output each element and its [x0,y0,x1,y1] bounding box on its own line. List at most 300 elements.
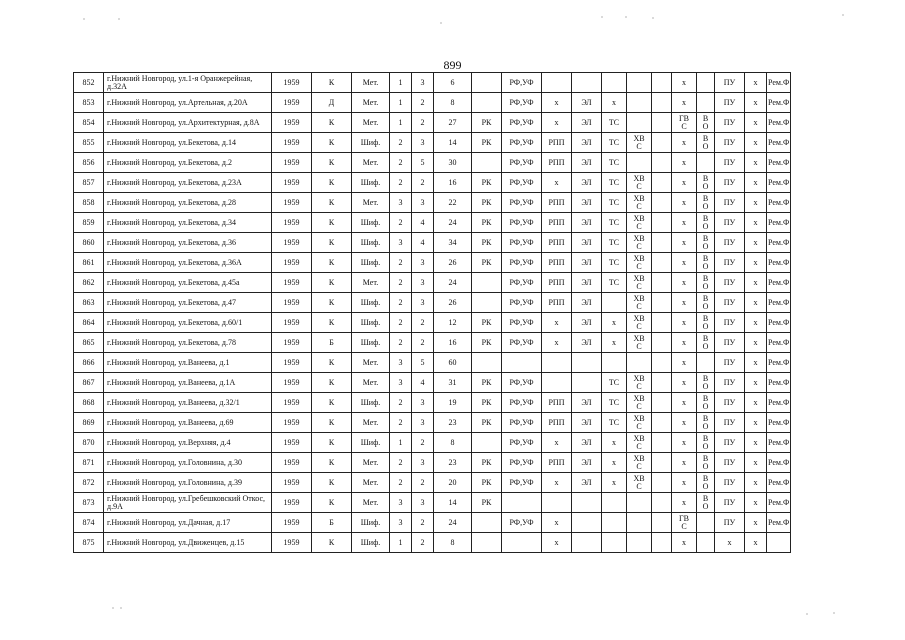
cell-roof-material: Шиф. [352,533,390,553]
cell-rf-uf: РФ,УФ [502,113,542,133]
cell-year: 1959 [272,453,312,473]
cell-apartments: 26 [434,293,472,313]
cell-x-col: х [745,473,767,493]
cell-repair-fund: Рем.Ф [767,233,791,253]
cell-sewerage: В О [697,253,715,273]
cell-wall-material-class: К [312,233,352,253]
cell-apartments: 24 [434,273,472,293]
cell-cold-water: ХВ С [627,473,652,493]
cell-repair-fund: Рем.Ф [767,73,791,93]
cell-apartments: 8 [434,93,472,113]
table-row [74,533,791,553]
cell-sewerage: В О [697,473,715,493]
cell-cold-water: ХВ С [627,173,652,193]
cell-roof-material: Шиф. [352,313,390,333]
cell-row-number: 865 [74,333,104,353]
cell-roof-material: Шиф. [352,233,390,253]
cell-apartments: 23 [434,453,472,473]
cell-rf-uf: РФ,УФ [502,133,542,153]
cell-roof-material: Мет. [352,353,390,373]
cell-empty-col [652,513,672,533]
cell-floors: 1 [390,93,412,113]
cell-floors: 2 [390,393,412,413]
cell-repair-fund: Рем.Ф [767,513,791,533]
cell-rk-flag: РК [472,133,502,153]
cell-rf-uf: РФ,УФ [502,93,542,113]
cell-wall-material-class: К [312,373,352,393]
cell-address: г.Нижний Новгород, ул.Движенцев, д.15 [104,533,272,553]
cell-heating [602,353,627,373]
cell-rf-uf: РФ,УФ [502,513,542,533]
cell-sewerage: В О [697,233,715,253]
cell-rpp: РПП [542,153,572,173]
cell-heating: х [602,333,627,353]
cell-rpp: РПП [542,233,572,253]
cell-x-col: х [745,113,767,133]
cell-apartments: 27 [434,113,472,133]
cell-heating: ТС [602,413,627,433]
cell-year: 1959 [272,413,312,433]
cell-row-number: 875 [74,533,104,553]
cell-address: г.Нижний Новгород, ул.Бекетова, д.23А [104,173,272,193]
cell-heating: х [602,313,627,333]
cell-sewerage: В О [697,193,715,213]
cell-pu: ПУ [715,313,745,333]
cell-wall-material-class: Б [312,333,352,353]
cell-roof-material: Шиф. [352,433,390,453]
cell-heating: ТС [602,233,627,253]
cell-electricity: ЭЛ [572,413,602,433]
cell-floors: 1 [390,73,412,93]
cell-pu: ПУ [715,93,745,113]
cell-rk-flag [472,513,502,533]
cell-x-col: х [745,493,767,513]
cell-rf-uf: РФ,УФ [502,253,542,273]
cell-empty-col [652,473,672,493]
page-number: 899 [443,58,462,72]
cell-row-number: 854 [74,113,104,133]
cell-year: 1959 [272,173,312,193]
cell-roof-material: Мет. [352,273,390,293]
cell-cold-water [627,493,652,513]
cell-electricity: ЭЛ [572,173,602,193]
cell-repair-fund: Рем.Ф [767,113,791,133]
cell-row-number: 861 [74,253,104,273]
cell-address: г.Нижний Новгород, ул.Головнина, д.39 [104,473,272,493]
cell-roof-material: Мет. [352,193,390,213]
cell-rf-uf: РФ,УФ [502,473,542,493]
cell-heating: ТС [602,393,627,413]
cell-cold-water: ХВ С [627,133,652,153]
cell-cold-water [627,153,652,173]
cell-cold-water [627,93,652,113]
cell-year: 1959 [272,253,312,273]
cell-apartments: 20 [434,473,472,493]
cell-address: г.Нижний Новгород, ул.Дачная, д.17 [104,513,272,533]
cell-roof-material: Мет. [352,493,390,513]
cell-cold-water [627,73,652,93]
cell-address: г.Нижний Новгород, ул.Ванеева, д.32/1 [104,393,272,413]
cell-empty-col [652,93,672,113]
cell-cold-water: ХВ С [627,193,652,213]
cell-wall-material-class: К [312,73,352,93]
cell-apartments: 14 [434,493,472,513]
cell-year: 1959 [272,133,312,153]
cell-rf-uf: РФ,УФ [502,413,542,433]
cell-empty-col [652,413,672,433]
cell-electricity: ЭЛ [572,313,602,333]
cell-x-col: х [745,413,767,433]
cell-apartments: 24 [434,213,472,233]
cell-hot-water: х [672,433,697,453]
cell-sewerage: В О [697,293,715,313]
cell-rf-uf: РФ,УФ [502,213,542,233]
cell-year: 1959 [272,293,312,313]
cell-rpp: РПП [542,213,572,233]
table-row [74,153,791,173]
cell-floors: 1 [390,533,412,553]
cell-floors: 2 [390,173,412,193]
cell-rk-flag: РК [472,473,502,493]
cell-electricity: ЭЛ [572,213,602,233]
cell-rpp: РПП [542,133,572,153]
cell-x-col: х [745,533,767,553]
cell-repair-fund: Рем.Ф [767,313,791,333]
cell-wall-material-class: Д [312,93,352,113]
cell-year: 1959 [272,153,312,173]
cell-electricity: ЭЛ [572,433,602,453]
cell-sewerage: В О [697,213,715,233]
cell-cold-water: ХВ С [627,413,652,433]
cell-apartments: 26 [434,253,472,273]
cell-address: г.Нижний Новгород, ул.Бекетова, д.36 [104,233,272,253]
cell-repair-fund: Рем.Ф [767,333,791,353]
cell-cold-water: ХВ С [627,253,652,273]
cell-wall-material-class: К [312,153,352,173]
table-row [74,313,791,333]
cell-rk-flag: РК [472,193,502,213]
cell-cold-water: ХВ С [627,373,652,393]
cell-entrances: 2 [412,473,434,493]
cell-year: 1959 [272,393,312,413]
cell-hot-water: х [672,353,697,373]
cell-x-col: х [745,133,767,153]
cell-rk-flag: РК [472,113,502,133]
cell-entrances: 3 [412,193,434,213]
cell-entrances: 4 [412,213,434,233]
cell-cold-water: ХВ С [627,433,652,453]
cell-pu: ПУ [715,73,745,93]
table-row [74,413,791,433]
cell-empty-col [652,213,672,233]
cell-hot-water: х [672,313,697,333]
cell-electricity: ЭЛ [572,113,602,133]
cell-row-number: 867 [74,373,104,393]
cell-floors: 2 [390,253,412,273]
cell-entrances: 5 [412,353,434,373]
cell-wall-material-class: К [312,213,352,233]
cell-address: г.Нижний Новгород, ул.Ванеева, д.1 [104,353,272,373]
cell-row-number: 872 [74,473,104,493]
cell-repair-fund: Рем.Ф [767,373,791,393]
cell-x-col: х [745,393,767,413]
cell-cold-water: ХВ С [627,453,652,473]
cell-row-number: 852 [74,73,104,93]
cell-rpp: х [542,513,572,533]
cell-roof-material: Шиф. [352,213,390,233]
cell-pu: ПУ [715,253,745,273]
cell-address: г.Нижний Новгород, ул.Бекетова, д.78 [104,333,272,353]
cell-pu: ПУ [715,293,745,313]
cell-roof-material: Шиф. [352,333,390,353]
cell-roof-material: Шиф. [352,513,390,533]
table-row [74,473,791,493]
cell-repair-fund: Рем.Ф [767,413,791,433]
cell-pu: ПУ [715,193,745,213]
cell-pu: ПУ [715,173,745,193]
cell-empty-col [652,253,672,273]
cell-address: г.Нижний Новгород, ул.Бекетова, д.34 [104,213,272,233]
cell-empty-col [652,193,672,213]
cell-cold-water: ХВ С [627,293,652,313]
cell-sewerage [697,533,715,553]
cell-rf-uf [502,533,542,553]
cell-apartments: 12 [434,313,472,333]
cell-repair-fund: Рем.Ф [767,433,791,453]
cell-hot-water: х [672,273,697,293]
cell-pu: ПУ [715,113,745,133]
cell-cold-water [627,353,652,373]
cell-entrances: 2 [412,173,434,193]
cell-year: 1959 [272,193,312,213]
cell-apartments: 8 [434,433,472,453]
cell-roof-material: Шиф. [352,253,390,273]
table-row [74,93,791,113]
cell-year: 1959 [272,233,312,253]
cell-x-col: х [745,193,767,213]
cell-apartments: 60 [434,353,472,373]
cell-repair-fund: Рем.Ф [767,493,791,513]
cell-row-number: 859 [74,213,104,233]
cell-empty-col [652,493,672,513]
cell-hot-water: х [672,333,697,353]
cell-rpp: РПП [542,273,572,293]
cell-pu: ПУ [715,273,745,293]
cell-row-number: 864 [74,313,104,333]
cell-rf-uf: РФ,УФ [502,373,542,393]
cell-floors: 3 [390,373,412,393]
cell-rf-uf: РФ,УФ [502,73,542,93]
cell-row-number: 857 [74,173,104,193]
cell-address: г.Нижний Новгород, ул.Головнина, д.30 [104,453,272,473]
cell-rk-flag [472,353,502,373]
cell-electricity: ЭЛ [572,333,602,353]
cell-rk-flag [472,153,502,173]
cell-rf-uf [502,493,542,513]
cell-repair-fund [767,533,791,553]
cell-floors: 2 [390,333,412,353]
cell-empty-col [652,333,672,353]
cell-floors: 2 [390,313,412,333]
cell-row-number: 860 [74,233,104,253]
cell-x-col: х [745,273,767,293]
cell-entrances: 3 [412,493,434,513]
cell-rk-flag: РК [472,233,502,253]
cell-year: 1959 [272,213,312,233]
cell-sewerage: В О [697,173,715,193]
cell-heating: х [602,93,627,113]
cell-rpp [542,493,572,513]
cell-row-number: 858 [74,193,104,213]
cell-rf-uf: РФ,УФ [502,193,542,213]
cell-floors: 3 [390,493,412,513]
cell-heating: х [602,473,627,493]
cell-repair-fund: Рем.Ф [767,93,791,113]
cell-electricity [572,513,602,533]
cell-x-col: х [745,353,767,373]
cell-heating: ТС [602,153,627,173]
cell-address: г.Нижний Новгород, ул.Архитектурная, д.8А [104,113,272,133]
cell-sewerage: В О [697,133,715,153]
cell-rf-uf [502,353,542,373]
cell-entrances: 2 [412,533,434,553]
cell-x-col: х [745,453,767,473]
cell-rf-uf: РФ,УФ [502,453,542,473]
cell-sewerage: В О [697,373,715,393]
cell-rpp: х [542,313,572,333]
cell-row-number: 853 [74,93,104,113]
cell-repair-fund: Рем.Ф [767,193,791,213]
table-row [74,373,791,393]
cell-heating: ТС [602,213,627,233]
cell-empty-col [652,273,672,293]
table-row [74,273,791,293]
cell-rk-flag [472,73,502,93]
cell-wall-material-class: К [312,253,352,273]
cell-wall-material-class: К [312,413,352,433]
cell-heating: ТС [602,273,627,293]
cell-electricity [572,353,602,373]
cell-repair-fund: Рем.Ф [767,473,791,493]
cell-floors: 2 [390,153,412,173]
cell-electricity [572,373,602,393]
cell-apartments: 30 [434,153,472,173]
cell-floors: 1 [390,433,412,453]
cell-x-col: х [745,233,767,253]
cell-rpp [542,373,572,393]
table-row [74,393,791,413]
cell-electricity: ЭЛ [572,153,602,173]
cell-floors: 2 [390,133,412,153]
cell-hot-water: х [672,373,697,393]
cell-electricity [572,533,602,553]
cell-x-col: х [745,93,767,113]
cell-wall-material-class: К [312,173,352,193]
cell-empty-col [652,73,672,93]
cell-sewerage [697,353,715,373]
cell-rpp: РПП [542,193,572,213]
cell-pu: ПУ [715,133,745,153]
cell-rpp: х [542,93,572,113]
cell-entrances: 3 [412,293,434,313]
cell-row-number: 868 [74,393,104,413]
cell-electricity: ЭЛ [572,293,602,313]
cell-row-number: 870 [74,433,104,453]
cell-sewerage [697,153,715,173]
cell-rf-uf: РФ,УФ [502,313,542,333]
cell-x-col: х [745,513,767,533]
cell-floors: 1 [390,113,412,133]
cell-sewerage: В О [697,453,715,473]
cell-pu: ПУ [715,353,745,373]
cell-sewerage [697,73,715,93]
cell-roof-material: Мет. [352,113,390,133]
cell-hot-water: х [672,173,697,193]
cell-floors: 3 [390,353,412,373]
cell-roof-material: Шиф. [352,133,390,153]
cell-row-number: 873 [74,493,104,513]
cell-roof-material: Шиф. [352,393,390,413]
cell-rpp: РПП [542,293,572,313]
cell-empty-col [652,293,672,313]
cell-heating: ТС [602,113,627,133]
cell-rpp: х [542,113,572,133]
cell-wall-material-class: К [312,313,352,333]
cell-rk-flag [472,433,502,453]
table-row [74,353,791,373]
cell-x-col: х [745,73,767,93]
cell-heating: ТС [602,133,627,153]
cell-apartments: 19 [434,393,472,413]
cell-floors: 3 [390,513,412,533]
cell-x-col: х [745,373,767,393]
cell-floors: 2 [390,413,412,433]
table-row [74,433,791,453]
cell-year: 1959 [272,533,312,553]
cell-electricity: ЭЛ [572,393,602,413]
cell-floors: 2 [390,273,412,293]
cell-address: г.Нижний Новгород, ул.Бекетова, д.60/1 [104,313,272,333]
cell-x-col: х [745,153,767,173]
cell-year: 1959 [272,493,312,513]
cell-address: г.Нижний Новгород, ул.Бекетова, д.47 [104,293,272,313]
cell-entrances: 5 [412,153,434,173]
cell-heating [602,533,627,553]
cell-wall-material-class: К [312,353,352,373]
cell-rk-flag: РК [472,253,502,273]
cell-apartments: 22 [434,193,472,213]
table-row [74,113,791,133]
cell-row-number: 862 [74,273,104,293]
cell-cold-water: ХВ С [627,333,652,353]
cell-row-number: 871 [74,453,104,473]
cell-rk-flag: РК [472,373,502,393]
cell-entrances: 3 [412,253,434,273]
cell-address: г.Нижний Новгород, ул.1-я Оранжерейная, д.32А [104,73,272,93]
cell-sewerage: В О [697,493,715,513]
cell-wall-material-class: К [312,493,352,513]
cell-floors: 2 [390,473,412,493]
cell-pu: ПУ [715,413,745,433]
cell-repair-fund: Рем.Ф [767,213,791,233]
cell-floors: 3 [390,233,412,253]
cell-floors: 2 [390,293,412,313]
cell-address: г.Нижний Новгород, ул.Бекетова, д.14 [104,133,272,153]
cell-address: г.Нижний Новгород, ул.Артельная, д.20А [104,93,272,113]
cell-rk-flag: РК [472,393,502,413]
cell-repair-fund: Рем.Ф [767,253,791,273]
cell-electricity [572,493,602,513]
